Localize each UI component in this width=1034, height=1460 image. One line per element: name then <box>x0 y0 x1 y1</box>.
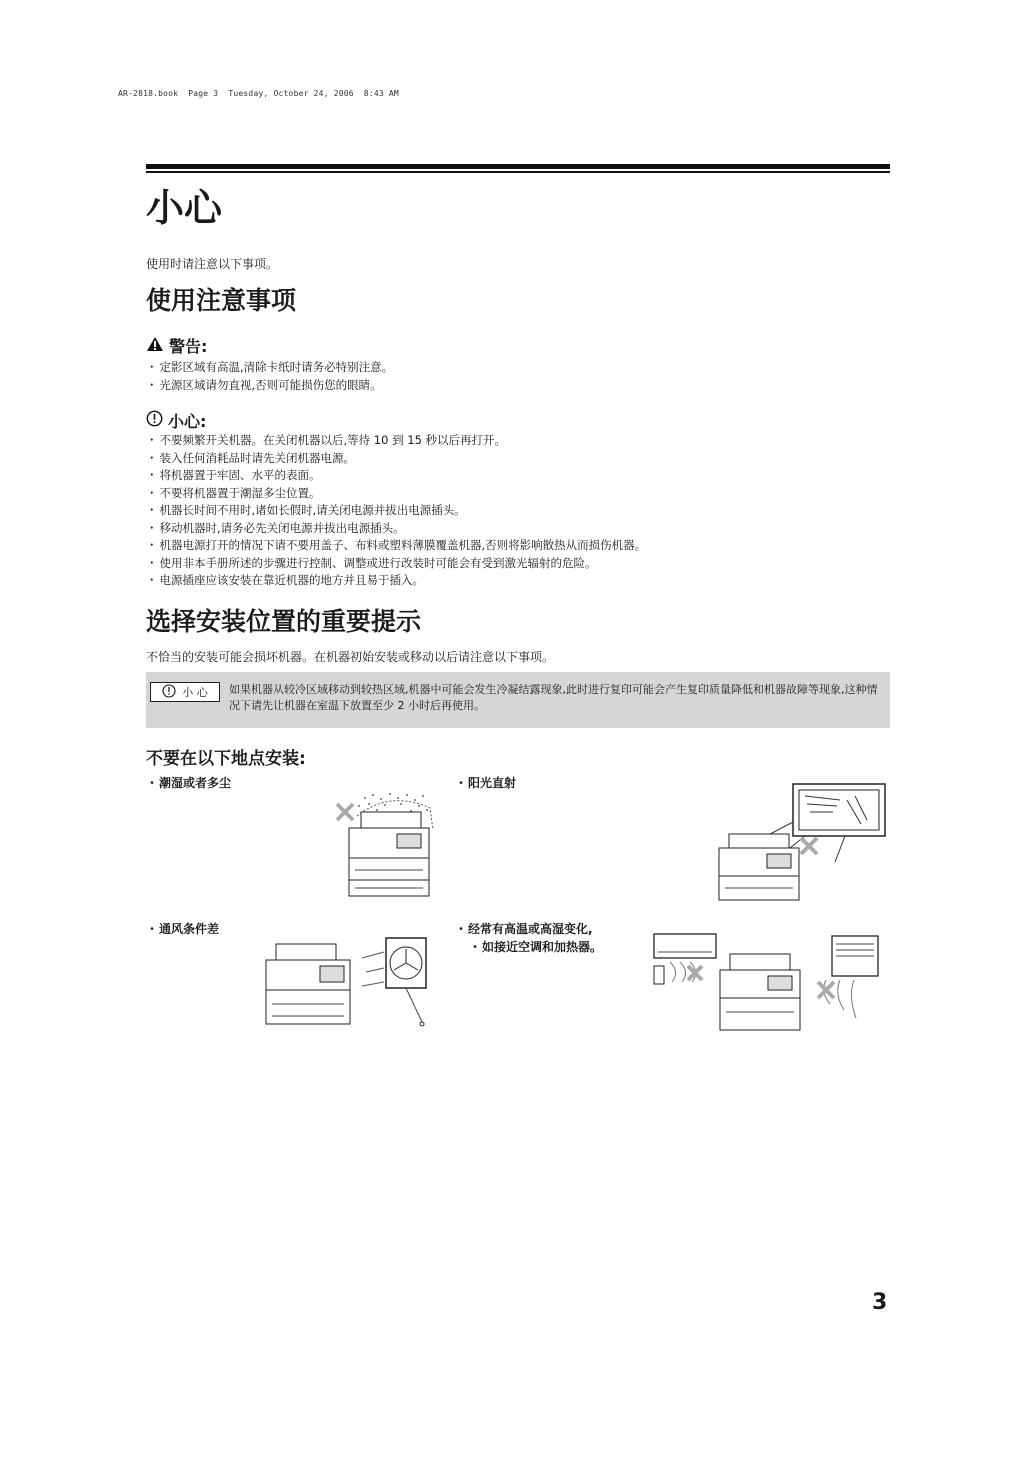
warning-list <box>146 359 393 394</box>
list-item: ・ 机器长时间不用时,诸如长假时,请关闭电源并拔出电源插头。 <box>146 502 646 520</box>
list-item: ・ 移动机器时,请务必先关闭电源并拔出电源插头。 <box>146 520 646 538</box>
list-item: ・ 装入任何消耗品时请先关闭机器电源。 <box>146 450 646 468</box>
location-humid-label: ・ 潮湿或者多尘 <box>146 775 231 792</box>
list-item: ・ 机器电源打开的情况下请不要用盖子、布料或塑料薄膜覆盖机器,否则将影响散热从而损伤机器。 <box>146 537 646 555</box>
page-number: 3 <box>872 1290 888 1315</box>
title-rule-thick <box>146 164 890 169</box>
section-title-installation: 选择安装位置的重要提示 <box>146 607 422 636</box>
location-ventilation-label: ・ 通风条件差 <box>146 921 219 938</box>
warning-heading-label: 警告: <box>169 337 208 356</box>
note-label-text: 小 心 <box>182 686 208 699</box>
location-temperature-label-2: ・ 如接近空调和加热器。 <box>469 939 602 956</box>
caution-note-box <box>146 672 890 728</box>
caution-heading <box>146 409 206 432</box>
installation-intro: 不恰当的安装可能会损坏机器。在机器初始安装或移动以后请注意以下事项。 <box>146 650 555 664</box>
list-item: ・ 将机器置于牢固、水平的表面。 <box>146 467 646 485</box>
location-temperature-label: ・ 经常有高温或高湿变化, <box>455 921 593 938</box>
print-header: AR-2818.book Page 3 Tuesday, October 24, 2006 8:43 AM <box>118 89 399 98</box>
note-label <box>150 682 220 702</box>
copier-dust-illustration <box>335 790 445 902</box>
title-rule-thin <box>146 171 890 173</box>
list-item: ・ 光源区域请勿直视,否则可能损伤您的眼睛。 <box>146 377 393 395</box>
warning-triangle-icon <box>146 336 164 356</box>
caution-list <box>146 432 646 590</box>
list-item: ・ 使用非本手册所述的步骤进行控制、调整或进行改装时可能会有受到激光辐射的危险。 <box>146 555 646 573</box>
list-item: ・ 不要频繁开关机器。在关闭机器以后,等待 10 到 15 秒以后再打开。 <box>146 432 646 450</box>
caution-circle-icon <box>146 410 163 431</box>
avoid-heading: 不要在以下地点安装: <box>146 749 306 769</box>
copier-temperature-illustration <box>650 928 890 1034</box>
copier-ventilation-illustration <box>262 928 452 1034</box>
list-item: ・ 电源插座应该安装在靠近机器的地方并且易于插入。 <box>146 572 646 590</box>
page-title: 小心 <box>146 186 223 230</box>
list-item: ・ 定影区域有高温,清除卡纸时请务必特别注意。 <box>146 359 393 377</box>
warning-heading <box>146 334 207 357</box>
caution-heading-label: 小心: <box>168 412 207 431</box>
copier-sunlight-illustration <box>715 782 890 904</box>
note-text: 如果机器从较冷区域移动到较热区域,机器中可能会发生冷凝结露现象,此时进行复印可能会产生复印质量降低和机器故障等现象,这种情况下请先让机器在室温下放置至少 2 小时后再使用。 <box>229 683 878 712</box>
caution-circle-icon <box>162 684 176 701</box>
section-title-usage: 使用注意事项 <box>146 286 297 315</box>
location-sunlight-label: ・ 阳光直射 <box>455 775 516 792</box>
list-item: ・ 不要将机器置于潮湿多尘位置。 <box>146 485 646 503</box>
page-intro: 使用时请注意以下事项。 <box>146 257 279 271</box>
